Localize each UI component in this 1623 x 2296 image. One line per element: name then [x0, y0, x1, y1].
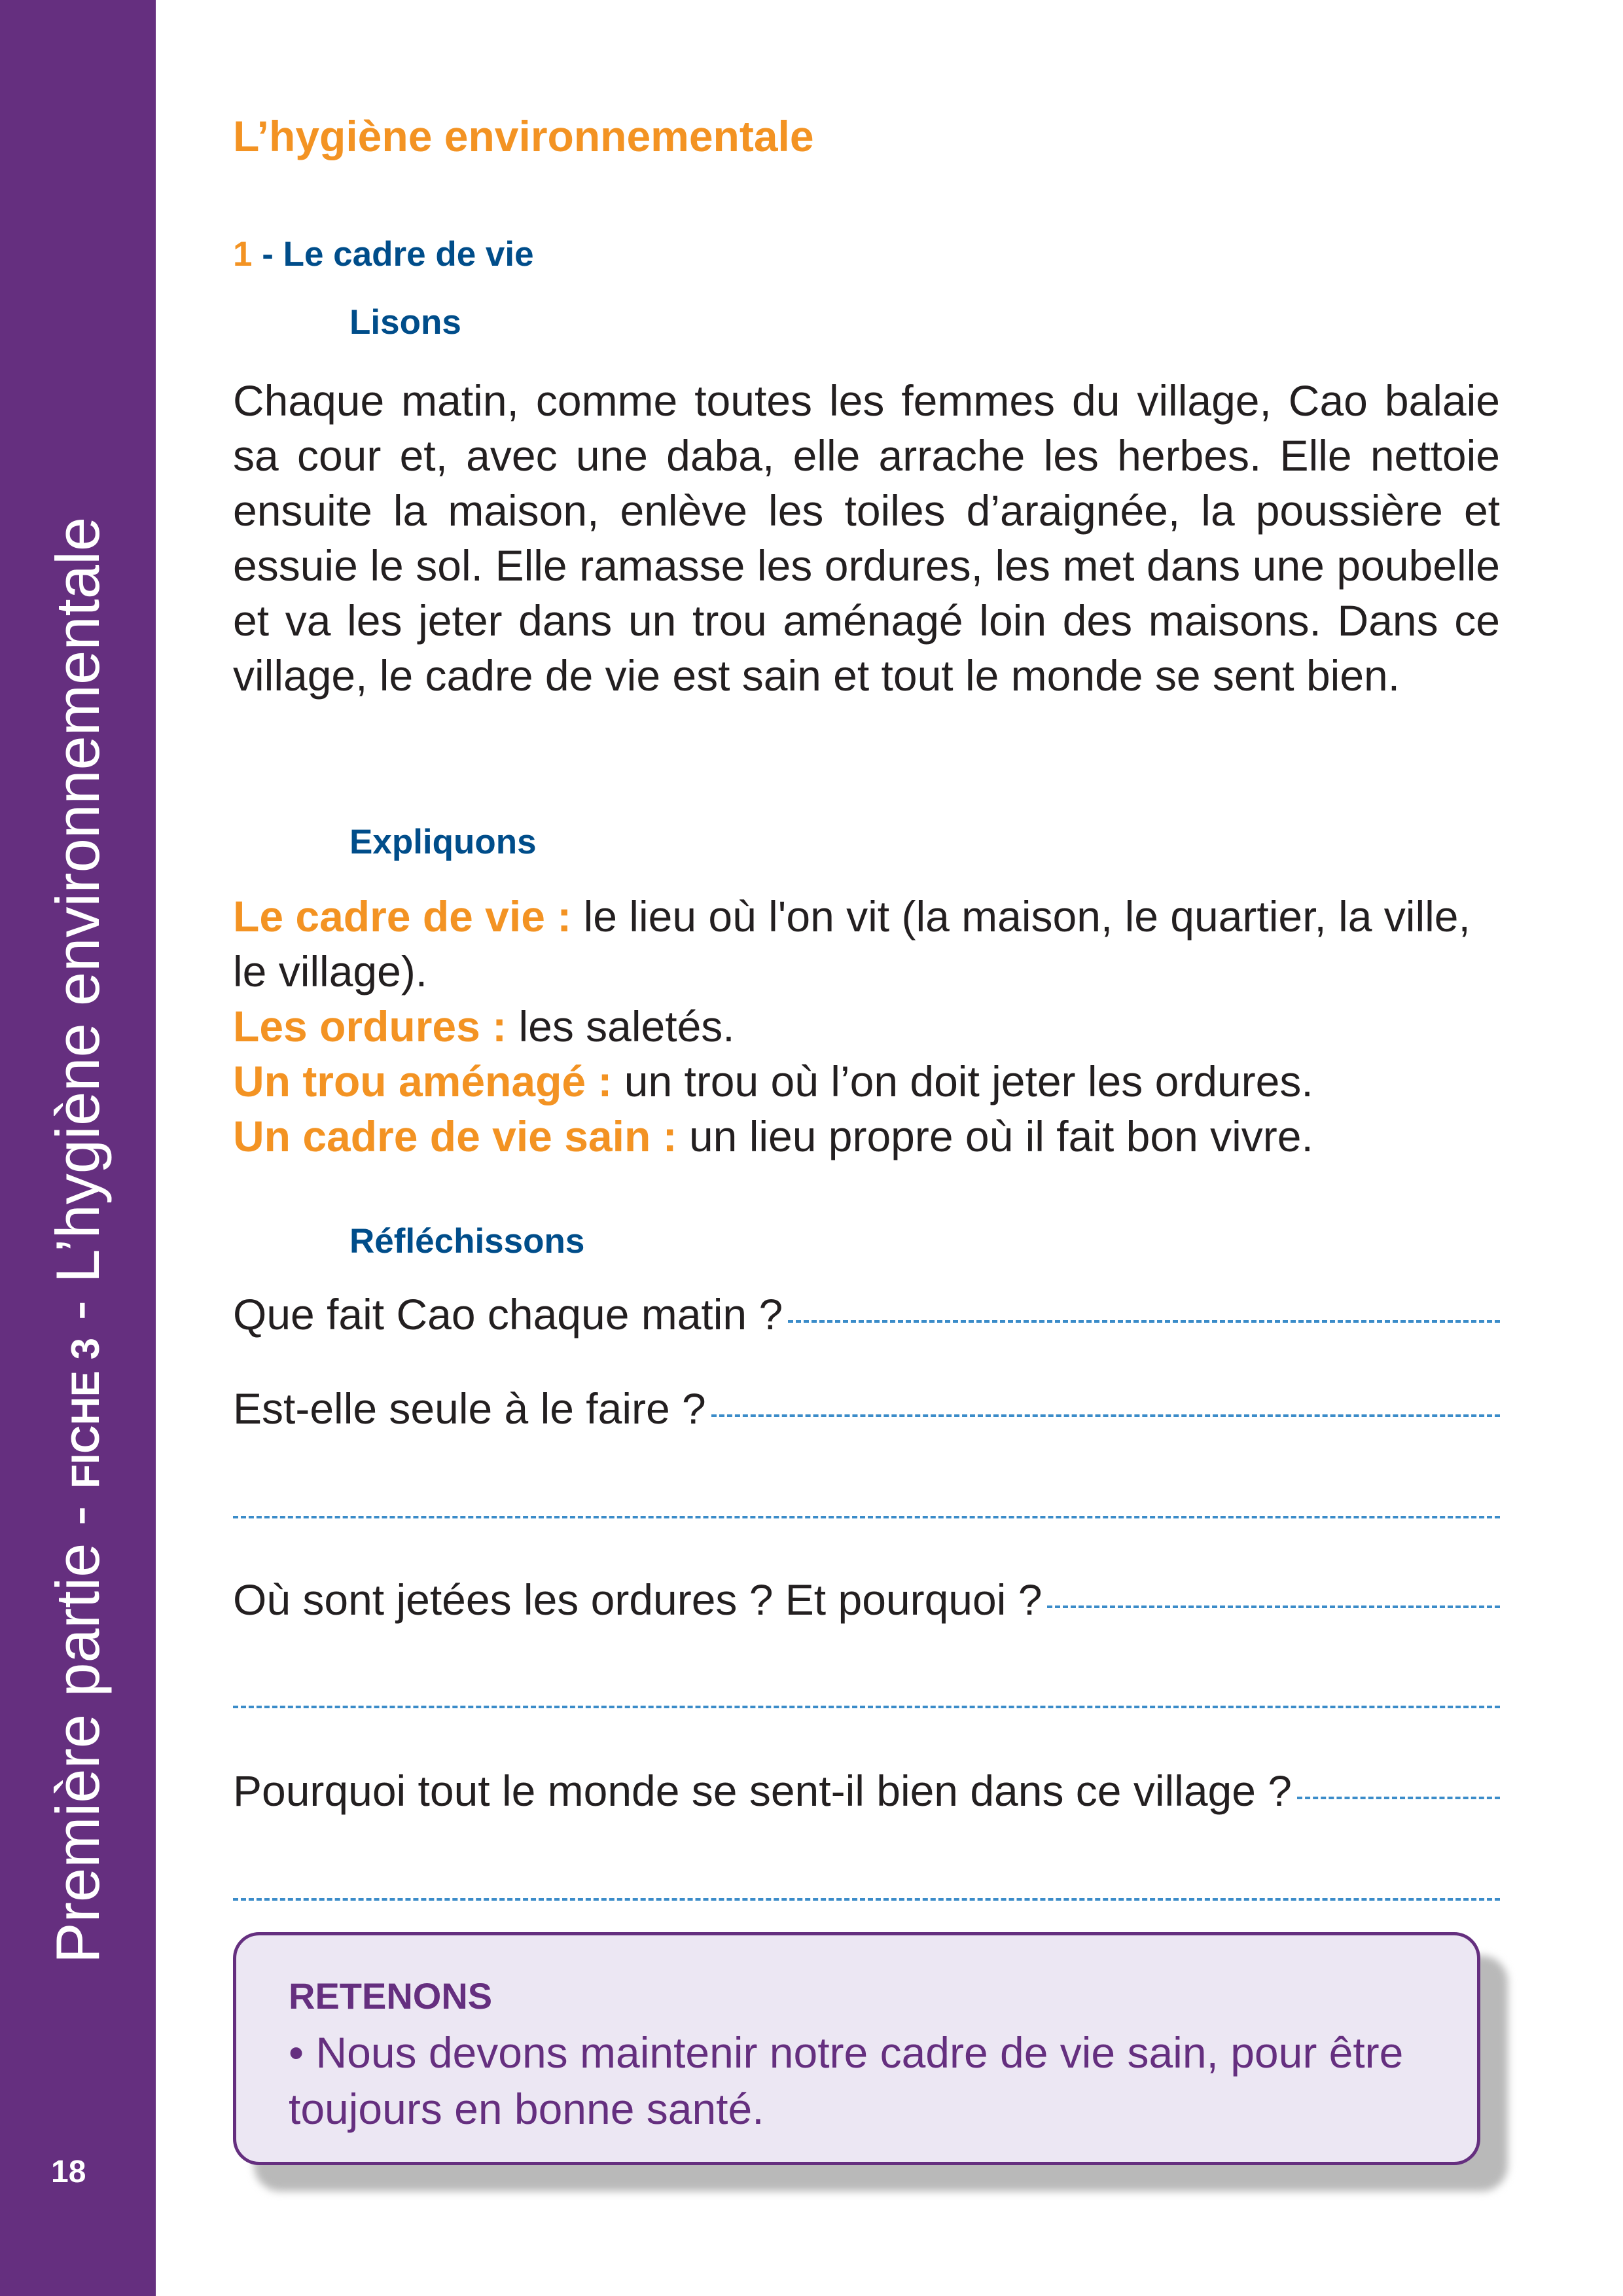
answer-line[interactable]	[233, 1706, 1500, 1708]
answer-line[interactable]	[1047, 1605, 1500, 1608]
definition-text: un trou où l’on doit jeter les ordures.	[612, 1057, 1313, 1105]
definition-term: Les ordures :	[233, 1002, 507, 1050]
definition-item	[233, 1109, 1500, 1164]
definition-text: les saletés.	[507, 1002, 735, 1050]
retenons-text: • Nous devons maintenir notre cadre de vie sain, pour être toujours en bonne santé.	[289, 2028, 1404, 2133]
definitions-list	[233, 889, 1500, 1164]
reflechissons-label: Réfléchissons	[349, 1222, 585, 1261]
sidebar-title-topic: - L’hygiène environnementale	[43, 516, 112, 1338]
definition-item	[233, 999, 1500, 1054]
definition-term: Un trou aménagé :	[233, 1057, 613, 1105]
sidebar-title-part: Première partie -	[43, 1488, 112, 1964]
sidebar	[0, 0, 156, 2296]
question-text: Que fait Cao chaque matin ?	[233, 1290, 783, 1338]
section-number: 1	[233, 235, 253, 274]
definition-item	[233, 889, 1500, 999]
answer-line[interactable]	[233, 1898, 1500, 1901]
question-row	[233, 1572, 1500, 1627]
definition-item	[233, 1054, 1500, 1109]
sidebar-fiche-label: FICHE 3	[63, 1338, 107, 1489]
retenons-title: RETENONS	[289, 1975, 493, 2017]
section-name: - Le cadre de vie	[252, 235, 534, 274]
answer-line[interactable]	[788, 1320, 1500, 1323]
question-row	[233, 1381, 1500, 1436]
answer-line[interactable]	[1297, 1797, 1500, 1799]
answer-line[interactable]	[711, 1414, 1500, 1417]
definition-text: le lieu où l'on vit (la maison, le quartier, la ville, le village).	[233, 892, 1471, 996]
retenons-box	[233, 1932, 1480, 2165]
page-number: 18	[51, 2155, 86, 2189]
reading-text: Chaque matin, comme toutes les femmes du village, Cao balaie sa cour et, avec une daba, elle arrache les herbes. Elle nettoie ensuite la maison, enlève les toiles d’araignée, la poussière et essuie le sol. Elle ramasse les ordures, les met dans une poubelle et va les jeter dans un trou aménagé loin des maisons. Dans ce village, le cadre de vie est sain et tout le monde se sent bien.	[233, 376, 1500, 700]
question-row	[233, 1287, 1500, 1342]
answer-line[interactable]	[233, 1516, 1500, 1518]
question-row	[233, 1763, 1500, 1818]
sidebar-title	[43, 516, 112, 1964]
question-text: Est-elle seule à le faire ?	[233, 1384, 706, 1433]
definition-term: Un cadre de vie sain :	[233, 1112, 677, 1160]
definition-term: Le cadre de vie :	[233, 892, 572, 941]
section-title	[233, 234, 534, 274]
expliquons-label: Expliquons	[349, 823, 537, 861]
question-text: Où sont jetées les ordures ? Et pourquoi ?	[233, 1575, 1043, 1624]
definition-text: un lieu propre où il fait bon vivre.	[677, 1112, 1313, 1160]
question-text: Pourquoi tout le monde se sent-il bien dans ce village ?	[233, 1767, 1292, 1815]
page-title: L’hygiène environnementale	[233, 112, 814, 160]
lisons-label: Lisons	[349, 303, 461, 342]
